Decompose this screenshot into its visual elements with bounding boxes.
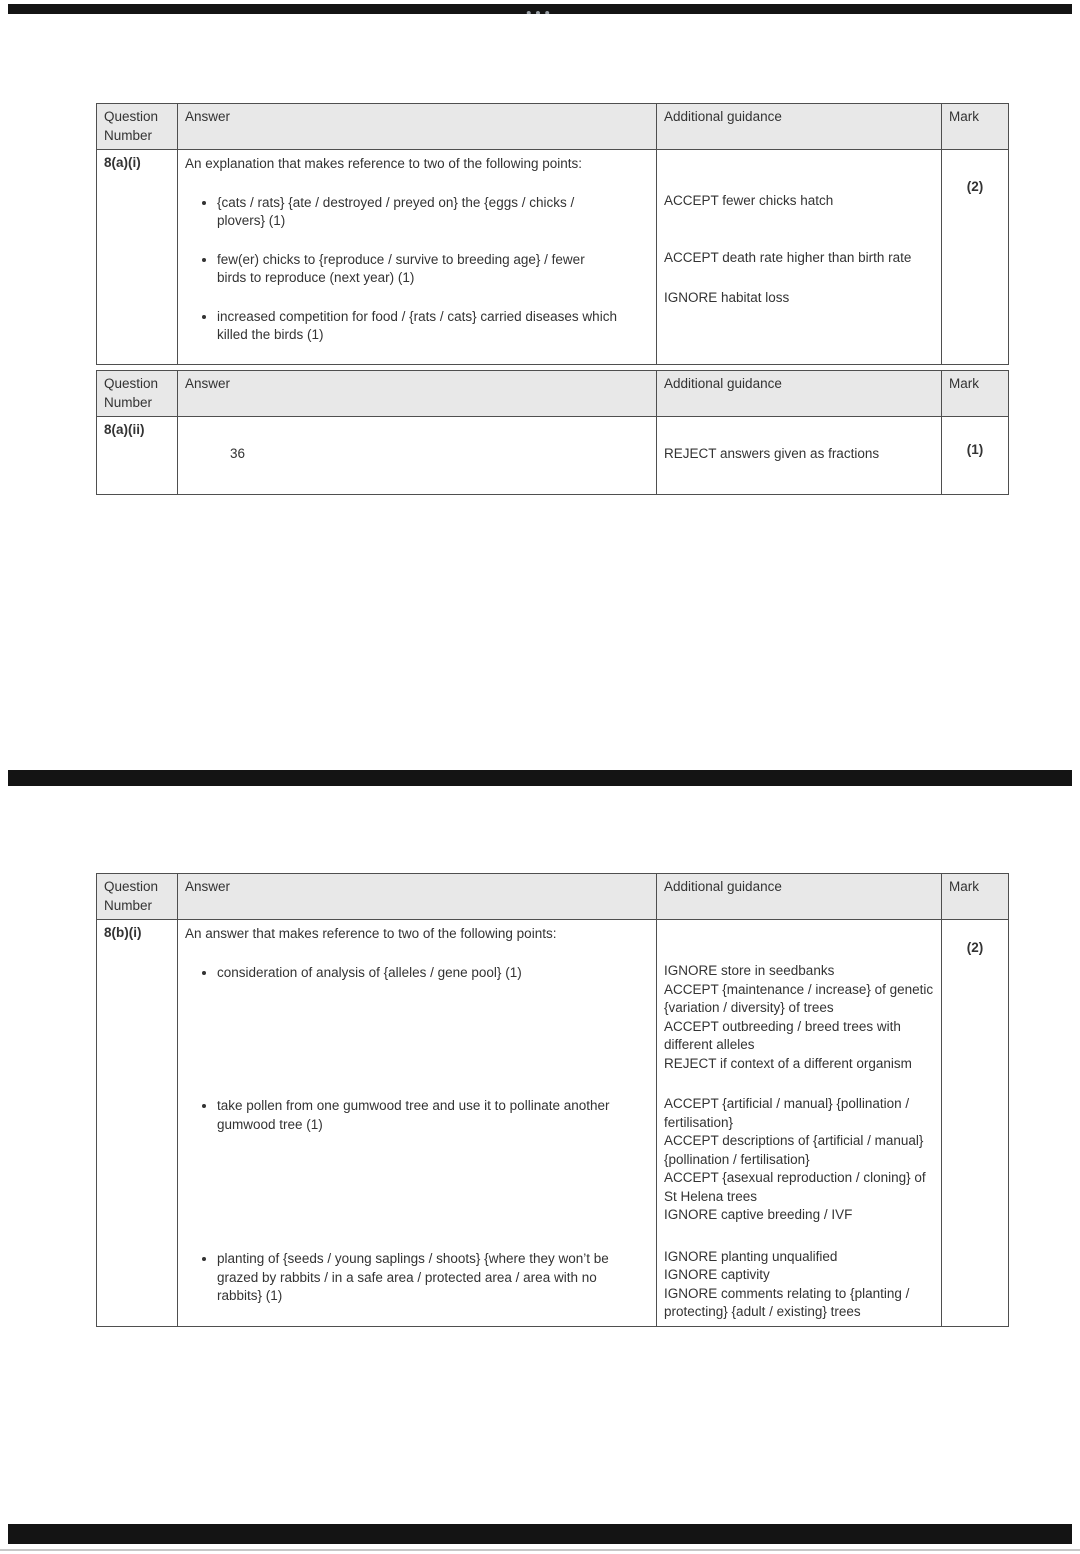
guidance-item: REJECT answers given as fractions xyxy=(664,446,880,461)
mark-value: (2) xyxy=(966,940,984,955)
answer-bullet: • consideration of analysis of {alleles / gene pool} (1) xyxy=(217,964,617,983)
cell-additional-guidance xyxy=(656,417,941,494)
header-cell-answer: Answer xyxy=(177,104,656,150)
header-cell-question-number: Question Number xyxy=(97,371,177,417)
guidance-item: ACCEPT death rate higher than birth rate xyxy=(664,249,912,265)
mark-scheme-table-8bi xyxy=(96,873,1009,1327)
answer-bullet: • increased competition for food / {rats / cats} carried diseases which killed the birds (1) xyxy=(217,308,617,345)
header-cell-answer: Answer xyxy=(177,371,656,417)
header-cell-additional-guidance: Additional guidance xyxy=(656,874,941,920)
header-cell-question-number: Question Number xyxy=(97,104,177,150)
guidance-item: ACCEPT fewer chicks hatch xyxy=(664,193,834,208)
guidance-item: ACCEPT {asexual reproduction / cloning} of St Helena trees xyxy=(664,1170,926,1204)
answer-intro-text: An answer that makes reference to two of the following points: xyxy=(185,926,557,941)
answer-bullet: • planting of {seeds / young saplings / shoots} {where they won’t be grazed by rabbits / in a safe area / protected area / area with no rabbits} (1) xyxy=(217,1250,617,1306)
mark-scheme-table-8ai xyxy=(96,103,1009,365)
header-cell-mark: Mark xyxy=(941,371,1008,417)
header-cell-additional-guidance: Additional guidance xyxy=(656,371,941,417)
guidance-item: ACCEPT {maintenance / increase} of genetic {variation / diversity} of trees xyxy=(664,981,934,1015)
cell-mark xyxy=(941,417,1008,494)
answer-bullet: • take pollen from one gumwood tree and use it to pollinate another gumwood tree (1) xyxy=(217,1097,617,1134)
guidance-item: IGNORE captive breeding / IVF xyxy=(664,1207,853,1222)
cell-question-number: 8(b)(i) xyxy=(104,925,142,940)
answer-bullet: • few(er) chicks to {reproduce / survive to breeding age} / fewer birds to reproduce (next year) (1) xyxy=(217,251,617,288)
guidance-item: IGNORE store in seedbanks xyxy=(664,963,835,978)
cell-answer xyxy=(177,417,656,494)
answer-value: 36 xyxy=(230,446,246,461)
guidance-item: ACCEPT {artificial / manual} {pollination / fertilisation} xyxy=(664,1096,910,1130)
table-row xyxy=(97,150,1008,364)
cell-additional-guidance xyxy=(656,920,941,1326)
cell-question-number: 8(a)(ii) xyxy=(104,422,145,437)
guidance-item: ACCEPT outbreeding / breed trees with different alleles xyxy=(664,1018,901,1052)
mark-value: (1) xyxy=(966,442,984,457)
header-cell-additional-guidance: Additional guidance xyxy=(656,104,941,150)
mark-scheme-table-8aii xyxy=(96,370,1009,495)
cell-mark xyxy=(941,150,1008,364)
table-header-row xyxy=(97,371,1008,417)
guidance-item: REJECT if context of a different organism xyxy=(664,1055,912,1071)
table-row xyxy=(97,920,1008,1326)
cell-answer xyxy=(177,920,656,1326)
table-row xyxy=(97,417,1008,494)
answer-bullet: • {cats / rats} {ate / destroyed / preyed on} the {eggs / chicks / plovers} (1) xyxy=(217,194,617,231)
answer-bullet-list xyxy=(185,194,649,345)
cell-additional-guidance xyxy=(656,150,941,364)
cell-mark xyxy=(941,920,1008,1326)
cell-question-number: 8(a)(i) xyxy=(104,155,141,170)
guidance-group xyxy=(664,1095,934,1225)
bottom-page-gap-bar xyxy=(8,1524,1072,1544)
table-header-row xyxy=(97,104,1008,150)
page-separator-bar xyxy=(8,770,1072,786)
guidance-item: IGNORE captivity xyxy=(664,1267,770,1282)
guidance-item: IGNORE planting unqualified xyxy=(664,1248,838,1264)
header-cell-mark: Mark xyxy=(941,104,1008,150)
guidance-item: IGNORE habitat loss xyxy=(664,290,790,305)
answer-intro-text: An explanation that makes reference to two of the following points: xyxy=(185,156,582,171)
bottom-edge-divider xyxy=(0,1549,1080,1551)
table-header-row xyxy=(97,874,1008,920)
mark-value: (2) xyxy=(966,179,984,194)
guidance-group xyxy=(664,1248,934,1322)
guidance-item: ACCEPT descriptions of {artificial / manual} {pollination / fertilisation} xyxy=(664,1133,924,1167)
guidance-item: IGNORE comments relating to {planting / protecting} {adult / existing} trees xyxy=(664,1285,910,1319)
answer-bullet-list xyxy=(185,964,649,1306)
header-cell-question-number: Question Number xyxy=(97,874,177,920)
header-cell-mark: Mark xyxy=(941,874,1008,920)
cell-answer xyxy=(177,150,656,364)
header-cell-answer: Answer xyxy=(177,874,656,920)
guidance-group xyxy=(664,962,934,1073)
